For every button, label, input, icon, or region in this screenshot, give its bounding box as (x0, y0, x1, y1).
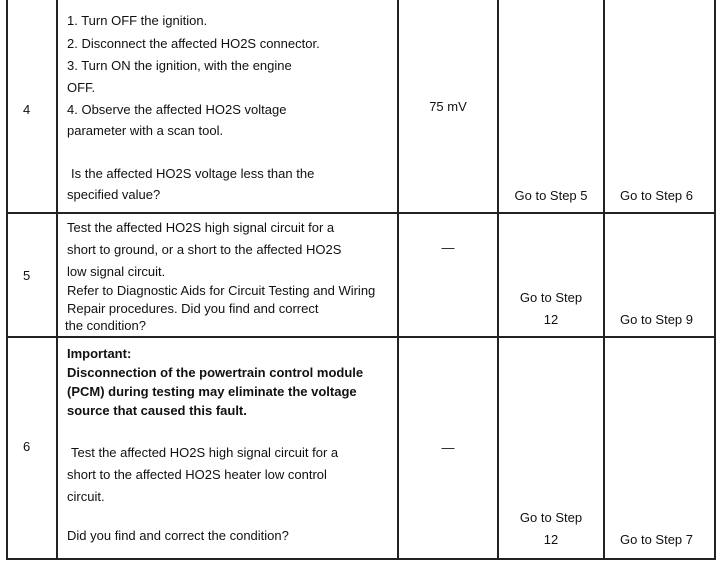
column-divider (56, 338, 58, 558)
action-line: Test the affected HO2S high signal circuit for a (71, 445, 339, 460)
important-line: source that caused this fault. (67, 403, 247, 418)
yes-cell-line1: Go to Step (519, 290, 583, 305)
table-row-step-6 (8, 338, 714, 558)
value-cell: 75 mV (429, 99, 467, 114)
action-line: 1. Turn OFF the ignition. (67, 13, 208, 28)
important-line: (PCM) during testing may eliminate the voltage (67, 384, 357, 399)
no-cell: Go to Step 6 (620, 188, 693, 203)
table-row-step-4 (8, 0, 714, 214)
column-divider (56, 214, 58, 336)
action-line: 3. Turn ON the ignition, with the engine (67, 58, 292, 73)
action-line: parameter with a scan tool. (67, 123, 224, 138)
column-divider (397, 214, 399, 336)
action-line: circuit. (67, 489, 105, 504)
yes-cell-line2: 12 (543, 532, 559, 547)
step-number: 4 (23, 102, 31, 117)
action-line: short to ground, or a short to the affected HO2S (67, 242, 342, 257)
action-line: 4. Observe the affected HO2S voltage (67, 102, 287, 117)
action-line: short to the affected HO2S heater low control (67, 467, 327, 482)
column-divider (603, 338, 605, 558)
yes-cell-line2: 12 (543, 312, 559, 327)
action-line: specified value? (67, 187, 161, 202)
important-heading: Important: (67, 346, 132, 361)
yes-cell-line1: Go to Step (519, 510, 583, 525)
action-line: Did you find and correct the condition? (67, 528, 289, 543)
column-divider (497, 0, 499, 212)
value-cell: — (441, 440, 455, 455)
step-number: 5 (23, 268, 31, 283)
column-divider (603, 0, 605, 212)
value-cell: — (441, 240, 455, 255)
action-line: Is the affected HO2S voltage less than the (71, 166, 315, 181)
action-line: Test the affected HO2S high signal circuit for a (67, 220, 335, 235)
action-line: Refer to Diagnostic Aids for Circuit Testing and Wiring (67, 283, 376, 298)
action-line: low signal circuit. (67, 264, 166, 279)
action-line: the condition? (65, 318, 146, 333)
diagnostic-table (6, 0, 716, 560)
action-line: OFF. (67, 80, 96, 95)
yes-cell: Go to Step 5 (514, 188, 588, 203)
no-cell: Go to Step 9 (620, 312, 693, 327)
column-divider (497, 338, 499, 558)
column-divider (56, 0, 58, 212)
action-line: Repair procedures. Did you find and correct (67, 301, 319, 316)
table-row-step-5 (8, 214, 714, 338)
no-cell: Go to Step 7 (620, 532, 693, 547)
step-number: 6 (23, 439, 31, 454)
important-line: Disconnection of the powertrain control module (67, 365, 364, 380)
action-line: 2. Disconnect the affected HO2S connector. (67, 36, 320, 51)
